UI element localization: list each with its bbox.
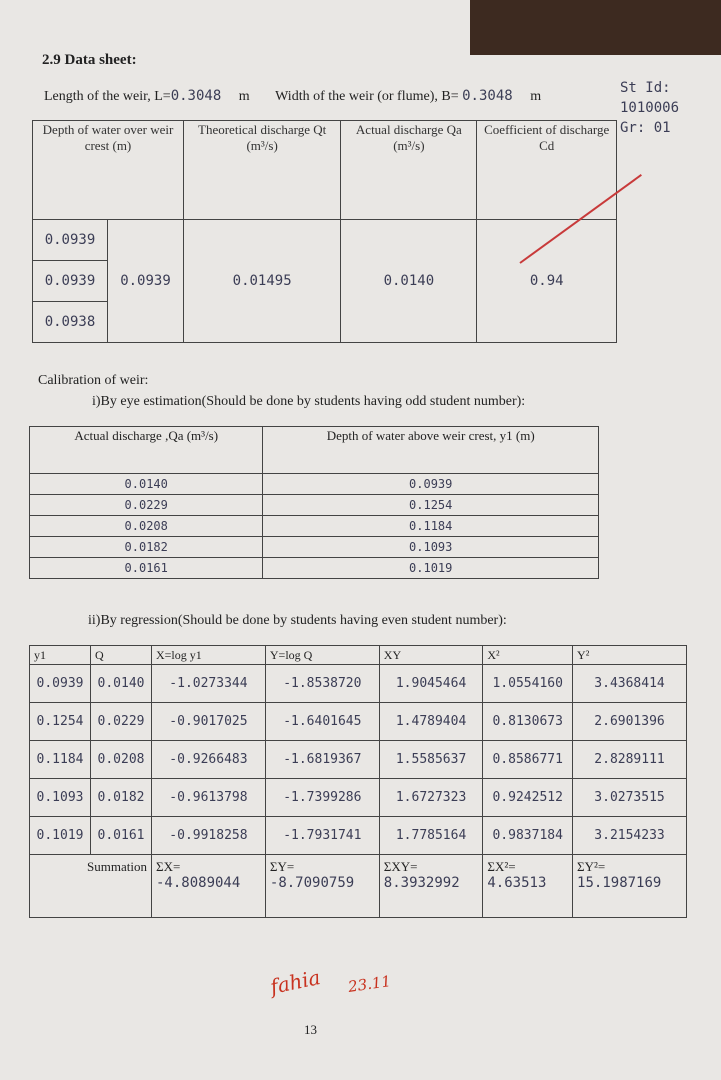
width-label: Width of the weir (or flume), B= (275, 89, 459, 104)
header-theoretical: Theoretical discharge Qt (m³/s) (183, 121, 340, 220)
header-actual: Actual discharge Qa (m³/s) (341, 121, 477, 220)
cell: 0.0939 (30, 665, 91, 703)
sum-x-value: -4.8089044 (156, 875, 241, 891)
section-heading: 2.9 Data sheet: (42, 52, 137, 68)
header-y1: y1 (30, 646, 91, 665)
header-depth-crest: Depth of water above weir crest, y1 (m) (263, 427, 599, 474)
student-id: St Id: 1010006 (620, 80, 680, 116)
eye-q: 0.0229 (30, 495, 263, 516)
table-row (30, 665, 687, 703)
cell: 0.0208 (91, 741, 152, 779)
cell: 0.1019 (30, 817, 91, 855)
cell: 0.0182 (91, 779, 152, 817)
cell: 0.9242512 (483, 779, 573, 817)
header-y2: Y² (573, 646, 687, 665)
calibration-eye-table (29, 426, 599, 579)
cell: 0.0161 (91, 817, 152, 855)
cell: -0.9613798 (152, 779, 266, 817)
group-number: Gr: 01 (620, 120, 671, 136)
page-number: 13 (304, 1022, 317, 1037)
cell: 1.9045464 (379, 665, 483, 703)
width-unit: m (530, 89, 542, 104)
sum-xy-label: ΣXY= (383, 859, 418, 874)
eye-q: 0.0208 (30, 516, 263, 537)
cell: -1.6401645 (265, 703, 379, 741)
table-row (30, 779, 687, 817)
cell: 2.6901396 (573, 703, 687, 741)
header-x2: X² (483, 646, 573, 665)
actual-value: 0.0140 (341, 220, 477, 343)
depth-reading-1: 0.0939 (33, 220, 108, 261)
cell: -0.9266483 (152, 741, 266, 779)
header-q: Q (91, 646, 152, 665)
depth-reading-2: 0.0939 (33, 261, 108, 302)
calibration-title: Calibration of weir: (38, 373, 149, 388)
cell: 3.4368414 (573, 665, 687, 703)
sum-y-value: -8.7090759 (269, 875, 355, 891)
cell: 0.8586771 (483, 741, 573, 779)
header-x: X=log y1 (152, 646, 266, 665)
sum-xy-value: 8.3932992 (383, 875, 460, 891)
cell: 0.9837184 (483, 817, 573, 855)
cell: -1.8538720 (265, 665, 379, 703)
cell: 1.4789404 (379, 703, 483, 741)
cell: -1.7931741 (265, 817, 379, 855)
cell: -1.6819367 (265, 741, 379, 779)
avg-depth: 0.0939 (108, 220, 184, 343)
cell: 3.2154233 (573, 817, 687, 855)
sum-x-label: ΣX= (156, 859, 181, 874)
depth-reading-3: 0.0938 (33, 302, 108, 343)
header-cd: Coefficient of discharge Cd (477, 121, 617, 220)
sum-x (152, 855, 266, 918)
length-value: 0.3048 (170, 88, 222, 104)
regression-table (29, 645, 687, 918)
cell: -1.7399286 (265, 779, 379, 817)
sum-y2-value: 15.1987169 (577, 875, 662, 891)
cell: 1.0554160 (483, 665, 573, 703)
sum-x2-label: ΣX²= (487, 859, 516, 874)
table-row (30, 817, 687, 855)
table-row (30, 703, 687, 741)
cell: 1.7785164 (379, 817, 483, 855)
cell: 0.0229 (91, 703, 152, 741)
weir-dimensions (44, 88, 644, 105)
eye-y: 0.1019 (263, 558, 599, 579)
background-fabric (470, 0, 721, 55)
theoretical-value: 0.01495 (183, 220, 340, 343)
eye-estimation-title: i)By eye estimation(Should be done by students having odd student number): (92, 394, 526, 409)
sum-xy (379, 855, 483, 918)
eye-y: 0.1254 (263, 495, 599, 516)
cell: -0.9017025 (152, 703, 266, 741)
cell: 0.1184 (30, 741, 91, 779)
cd-value: 0.94 (477, 220, 617, 343)
sum-y2-label: ΣY²= (577, 859, 606, 874)
cell: 0.1254 (30, 703, 91, 741)
eye-y: 0.0939 (263, 474, 599, 495)
length-unit: m (238, 89, 250, 104)
header-depth: Depth of water over weir crest (m) (33, 121, 184, 220)
header-actual-discharge: Actual discharge ,Qa (m³/s) (30, 427, 263, 474)
sum-x2 (483, 855, 573, 918)
eye-q: 0.0161 (30, 558, 263, 579)
signature: fahia (268, 965, 323, 999)
signature-date: 23.11 (346, 972, 392, 996)
header-y: Y=log Q (265, 646, 379, 665)
cell: 1.5585637 (379, 741, 483, 779)
length-label: Length of the weir, L= (44, 89, 171, 104)
student-meta (620, 78, 715, 138)
summation-row (30, 855, 687, 918)
cell: 3.0273515 (573, 779, 687, 817)
eye-q: 0.0182 (30, 537, 263, 558)
cell: 0.1093 (30, 779, 91, 817)
eye-y: 0.1093 (263, 537, 599, 558)
cell: 0.8130673 (483, 703, 573, 741)
cell: -1.0273344 (152, 665, 266, 703)
regression-title: ii)By regression(Should be done by students having even student number): (88, 613, 507, 628)
cell: 1.6727323 (379, 779, 483, 817)
eye-q: 0.0140 (30, 474, 263, 495)
cell: 0.0140 (91, 665, 152, 703)
sum-y (265, 855, 379, 918)
eye-y: 0.1184 (263, 516, 599, 537)
sum-y-label: ΣY= (269, 859, 295, 874)
summation-label: Summation (30, 855, 152, 918)
cell: 2.8289111 (573, 741, 687, 779)
sum-y2 (573, 855, 687, 918)
width-value: 0.3048 (462, 88, 513, 104)
header-xy: XY (379, 646, 483, 665)
discharge-table (32, 120, 617, 343)
table-row (30, 741, 687, 779)
sum-x2-value: 4.63513 (487, 875, 547, 891)
cell: -0.9918258 (152, 817, 266, 855)
